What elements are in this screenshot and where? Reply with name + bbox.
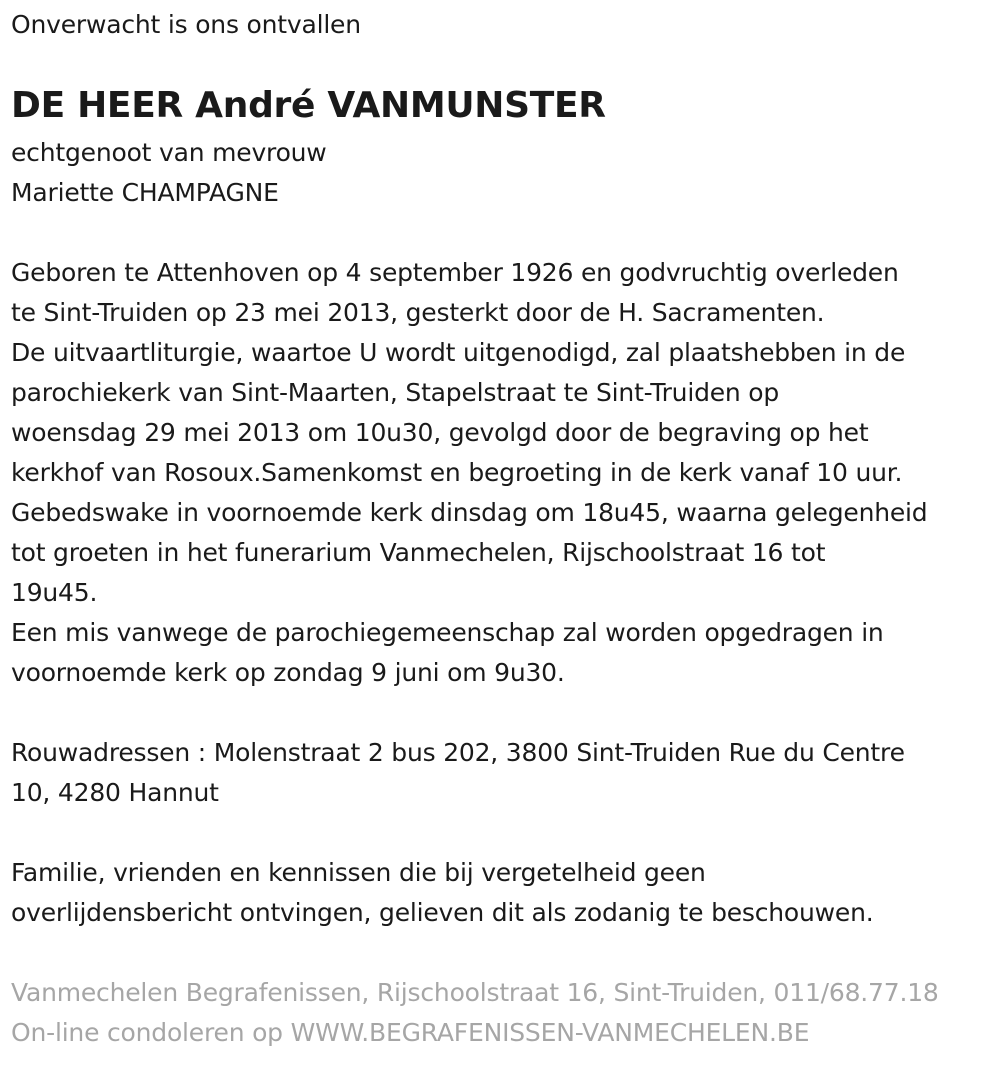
- details-line: Gebedswake in voornoemde kerk dinsdag om 18u45, waarna gelegenheid: [11, 498, 928, 527]
- mourning-addresses: [11, 733, 905, 813]
- spouse-line: echtgenoot van mevrouw: [11, 138, 327, 167]
- details-line: voornoemde kerk op zondag 9 juni om 9u30.: [11, 658, 565, 687]
- details-line: woensdag 29 mei 2013 om 10u30, gevolgd door de begraving op het: [11, 418, 869, 447]
- funeral-home-footer: [11, 973, 939, 1053]
- notice-line: overlijdensbericht ontvingen, gelieven dit als zodanig te beschouwen.: [11, 898, 874, 927]
- spouse-line: Mariette CHAMPAGNE: [11, 178, 279, 207]
- details-line: kerkhof van Rosoux.Samenkomst en begroeting in de kerk vanaf 10 uur.: [11, 458, 903, 487]
- funeral-details: [11, 253, 927, 693]
- details-line: De uitvaartliturgie, waartoe U wordt uitgenodigd, zal plaatshebben in de: [11, 338, 906, 367]
- details-line: te Sint-Truiden op 23 mei 2013, gesterkt door de H. Sacramenten.: [11, 298, 825, 327]
- notice-line: Familie, vrienden en kennissen die bij vergetelheid geen: [11, 858, 706, 887]
- family-notice: [11, 853, 874, 933]
- details-line: tot groeten in het funerarium Vanmechelen, Rijschoolstraat 16 tot: [11, 538, 826, 567]
- address-line: Rouwadressen : Molenstraat 2 bus 202, 3800 Sint-Truiden Rue du Centre: [11, 738, 905, 767]
- spouse-block: [11, 133, 327, 213]
- footer-condolence-link: On-line condoleren op WWW.BEGRAFENISSEN-VANMECHELEN.BE: [11, 1018, 810, 1047]
- details-line: parochiekerk van Sint-Maarten, Stapelstraat te Sint-Truiden op: [11, 378, 780, 407]
- details-line: Een mis vanwege de parochiegemeenschap zal worden opgedragen in: [11, 618, 884, 647]
- address-line: 10, 4280 Hannut: [11, 778, 219, 807]
- footer-contact: Vanmechelen Begrafenissen, Rijschoolstraat 16, Sint-Truiden, 011/68.77.18: [11, 978, 939, 1007]
- details-line: 19u45.: [11, 578, 98, 607]
- intro-text: Onverwacht is ons ontvallen: [11, 10, 361, 39]
- details-line: Geboren te Attenhoven op 4 september 1926 en godvruchtig overleden: [11, 258, 899, 287]
- deceased-name: DE HEER André VANMUNSTER: [11, 85, 606, 126]
